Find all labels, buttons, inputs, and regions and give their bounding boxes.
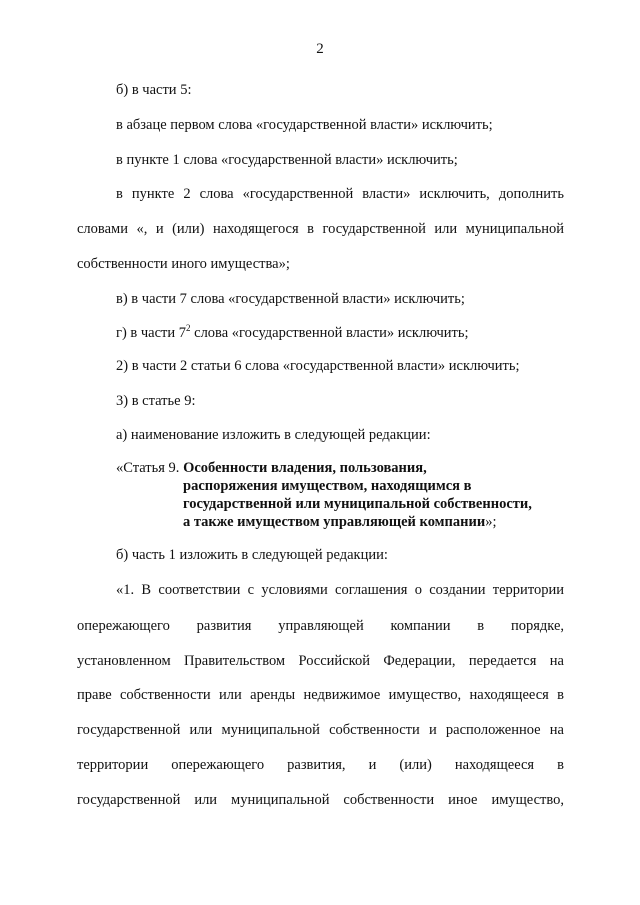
text-line-part-1-2: опережающего развития управляющей компании в порядке,: [77, 618, 564, 634]
article-heading-block: [116, 459, 532, 531]
article-heading-line-4: [116, 513, 532, 531]
text-line-part-1-5: государственной или муниципальной собственности и расположенное на: [77, 722, 564, 738]
item-g-end: слова «государственной власти» исключить;: [190, 325, 469, 341]
text-line-item-2: 2) в части 2 статьи 6 слова «государственной власти» исключить;: [116, 358, 520, 374]
text-line-point-2: в пункте 2 слова «государственной власти» исключить, дополнить: [116, 186, 564, 202]
text-line-item-g: [116, 324, 469, 342]
text-line-part-1-4: праве собственности или аренды недвижимое имущество, находящееся в: [77, 687, 564, 703]
text-line-point-2-cont: словами «, и (или) находящегося в государственной или муниципальной: [77, 221, 564, 237]
text-line-point-2-end: собственности иного имущества»;: [77, 256, 290, 272]
text-line-item-3: 3) в статье 9:: [116, 393, 196, 409]
text-line-item-a: а) наименование изложить в следующей редакции:: [116, 427, 431, 443]
page-number: 2: [316, 41, 324, 57]
article-title-4: а также имуществом управляющей компании: [183, 514, 486, 530]
text-line-part-1-6: территории опережающего развития, и (или) находящееся в: [77, 757, 564, 773]
article-heading-line-3: государственной или муниципальной собственности,: [183, 496, 532, 512]
text-line-paragraph-first: в абзаце первом слова «государственной власти» исключить;: [116, 117, 493, 133]
text-line-part-1-start: «1. В соответствии с условиями соглашения о создании территории: [116, 582, 564, 598]
article-heading-line-1: [116, 459, 532, 477]
article-prefix: «Статья 9.: [116, 460, 184, 476]
text-line-point-1: в пункте 1 слова «государственной власти» исключить;: [116, 152, 458, 168]
item-g-start: г) в части 7: [116, 325, 187, 341]
text-line-item-v: в) в части 7 слова «государственной власти» исключить;: [116, 291, 465, 307]
text-line-item-b: б) в части 5:: [116, 82, 192, 98]
item-g-superscript: 2: [186, 323, 191, 333]
text-line-item-b-part1: б) часть 1 изложить в следующей редакции:: [116, 547, 388, 563]
text-line-part-1-3: установленном Правительством Российской Федерации, передается на: [77, 653, 564, 669]
article-title-1: Особенности владения, пользования,: [183, 460, 427, 476]
article-suffix: »;: [485, 514, 497, 530]
text-line-part-1-7: государственной или муниципальной собственности иное имущество,: [77, 792, 564, 808]
article-heading-line-2: распоряжения имуществом, находящимся в: [183, 478, 472, 494]
